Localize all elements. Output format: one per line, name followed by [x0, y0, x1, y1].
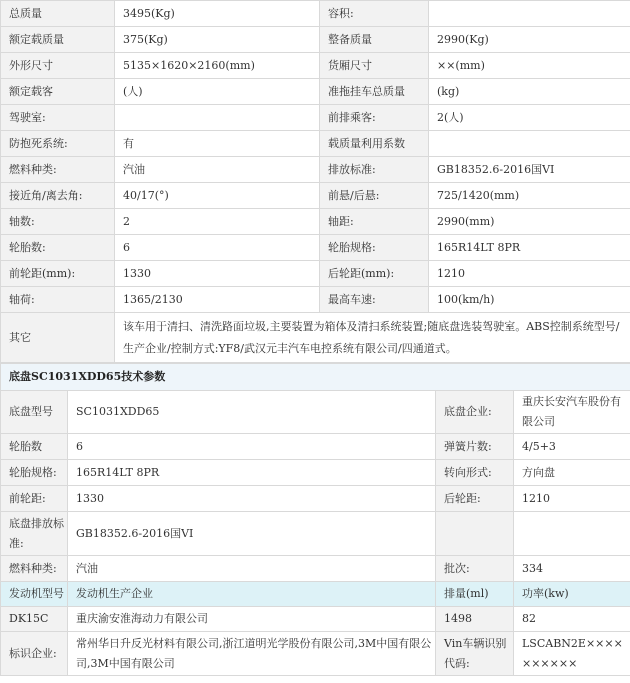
table-row: [1, 434, 630, 460]
engine-model-value: DK15C: [1, 607, 68, 632]
param-value: 1330: [115, 261, 320, 287]
chassis-tires-value: 6: [68, 434, 436, 460]
param-value: 100(km/h): [429, 287, 630, 313]
param-label: 轴荷:: [1, 287, 115, 313]
chassis-tirespec-value: 165R14LT 8PR: [68, 460, 436, 486]
table-row: [1, 131, 630, 157]
chassis-model-value: SC1031XDD65: [68, 391, 436, 434]
param-label: 准拖挂车总质量: [320, 79, 429, 105]
engine-displacement-header: 排量(ml): [436, 582, 514, 607]
param-label: 外形尺寸: [1, 53, 115, 79]
table-row: [1, 183, 630, 209]
param-label: 轮胎规格:: [320, 235, 429, 261]
chassis-emission-value: GB18352.6-2016国VI: [68, 512, 436, 556]
other-label: 其它: [1, 313, 115, 363]
param-value: GB18352.6-2016国VI: [429, 157, 630, 183]
param-value: 3495(Kg): [115, 1, 320, 27]
engine-model-header: 发动机型号: [1, 582, 68, 607]
table-row: [1, 486, 630, 512]
chassis-steer-label: 转向形式:: [436, 460, 514, 486]
param-value: [115, 105, 320, 131]
param-value: 375(Kg): [115, 27, 320, 53]
chassis-tires-label: 轮胎数: [1, 434, 68, 460]
param-value: (人): [115, 79, 320, 105]
param-value: 2990(Kg): [429, 27, 630, 53]
engine-header-row: [1, 582, 630, 607]
chassis-fuel-label: 燃料种类:: [1, 556, 68, 582]
param-label: 额定载客: [1, 79, 115, 105]
param-label: 排放标准:: [320, 157, 429, 183]
param-label: 容积:: [320, 1, 429, 27]
engine-company-value: 重庆渝安淮海动力有限公司: [68, 607, 436, 632]
param-value: (kg): [429, 79, 630, 105]
param-value: 有: [115, 131, 320, 157]
param-label: 前悬/后悬:: [320, 183, 429, 209]
table-row: [1, 79, 630, 105]
param-value: 汽油: [115, 157, 320, 183]
param-label: 轴距:: [320, 209, 429, 235]
param-value: 2(人): [429, 105, 630, 131]
param-label: 前排乘客:: [320, 105, 429, 131]
chassis-company-label: 底盘企业:: [436, 391, 514, 434]
table-row: [1, 460, 630, 486]
param-value: [429, 131, 630, 157]
chassis-rear-value: 1210: [514, 486, 630, 512]
table-row: [1, 512, 630, 556]
chassis-tirespec-label: 轮胎规格:: [1, 460, 68, 486]
param-value: 2: [115, 209, 320, 235]
param-label: 轴数:: [1, 209, 115, 235]
table-row: [1, 607, 630, 632]
table-row: [1, 313, 630, 363]
param-value: 725/1420(mm): [429, 183, 630, 209]
param-value: 40/17(°): [115, 183, 320, 209]
chassis-spring-label: 弹簧片数:: [436, 434, 514, 460]
param-label: 防抱死系统:: [1, 131, 115, 157]
engine-displacement-value: 1498: [436, 607, 514, 632]
chassis-front-label: 前轮距:: [1, 486, 68, 512]
engine-power-value: 82: [514, 607, 630, 632]
param-value: [429, 1, 630, 27]
table-row: [1, 287, 630, 313]
vin-value: LSCABN2E××××××××××: [514, 632, 630, 676]
marking-company-value: 常州华日升反光材料有限公司,浙江道明光学股份有限公司,3M中国有限公司,3M中国有限公司: [68, 632, 436, 676]
chassis-steer-value: 方向盘: [514, 460, 630, 486]
param-label: 前轮距(mm):: [1, 261, 115, 287]
chassis-section-header: [1, 364, 630, 391]
engine-power-header: 功率(kw): [514, 582, 630, 607]
chassis-params-table: [0, 363, 630, 676]
table-row: [1, 27, 630, 53]
param-label: 载质量利用系数: [320, 131, 429, 157]
chassis-batch-label: 批次:: [436, 556, 514, 582]
other-text: 该车用于清扫、清洗路面垃圾,主要装置为箱体及清扫系统装置;随底盘选装驾驶室。ABS控制系统型号/生产企业/控制方式:YF8/武汉元丰汽车电控系统有限公司/四通道式。: [115, 313, 630, 363]
param-label: 额定载质量: [1, 27, 115, 53]
table-row: [1, 556, 630, 582]
param-label: 轮胎数:: [1, 235, 115, 261]
chassis-fuel-value: 汽油: [68, 556, 436, 582]
param-label: 燃料种类:: [1, 157, 115, 183]
chassis-company-value: 重庆长安汽车股份有限公司: [514, 391, 630, 434]
param-value: 1365/2130: [115, 287, 320, 313]
chassis-front-value: 1330: [68, 486, 436, 512]
table-row: [1, 632, 630, 676]
param-label: 接近角/离去角:: [1, 183, 115, 209]
table-row: [1, 1, 630, 27]
table-row: [1, 53, 630, 79]
param-value: 5135×1620×2160(mm): [115, 53, 320, 79]
table-row: [1, 157, 630, 183]
param-value: ××(mm): [429, 53, 630, 79]
engine-company-header: 发动机生产企业: [68, 582, 436, 607]
table-row: [1, 261, 630, 287]
chassis-emission-label: 底盘排放标准:: [1, 512, 68, 556]
chassis-rear-label: 后轮距:: [436, 486, 514, 512]
chassis-model-label: 底盘型号: [1, 391, 68, 434]
param-label: 后轮距(mm):: [320, 261, 429, 287]
param-label: 整备质量: [320, 27, 429, 53]
param-value: 1210: [429, 261, 630, 287]
chassis-batch-value: 334: [514, 556, 630, 582]
param-value: 165R14LT 8PR: [429, 235, 630, 261]
table-row: [1, 105, 630, 131]
param-label: 总质量: [1, 1, 115, 27]
param-label: 货厢尺寸: [320, 53, 429, 79]
table-row: [1, 235, 630, 261]
param-value: 6: [115, 235, 320, 261]
chassis-section-title: 底盘SC1031XDD65技术参数: [1, 364, 630, 391]
param-value: 2990(mm): [429, 209, 630, 235]
table-row: [1, 391, 630, 434]
marking-company-label: 标识企业:: [1, 632, 68, 676]
vin-label: Vin车辆识别代码:: [436, 632, 514, 676]
table-row: [1, 209, 630, 235]
chassis-spring-value: 4/5+3: [514, 434, 630, 460]
param-label: 驾驶室:: [1, 105, 115, 131]
param-label: 最高车速:: [320, 287, 429, 313]
